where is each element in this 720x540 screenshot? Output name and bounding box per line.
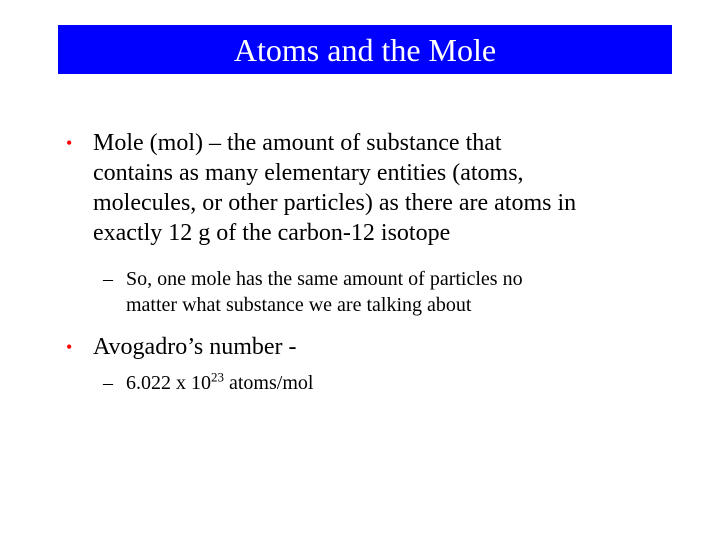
bullet-marker: • — [66, 337, 73, 357]
sub-bullet-mole-note — [103, 266, 663, 322]
avogadro-value — [126, 370, 313, 396]
bullet-text: Avogadro’s number - — [93, 334, 297, 360]
bullet-marker: • — [66, 133, 73, 153]
slide-title: Atoms and the Mole — [233, 31, 497, 68]
bullet-mole-definition — [66, 128, 666, 252]
sub-bullet-text: So, one mole has the same amount of particles no matter what substance we are talking about — [126, 268, 523, 316]
avogadro-exponent: 23 — [211, 369, 224, 385]
sub-bullet-marker: – — [103, 372, 113, 394]
avogadro-unit: atoms/mol — [224, 372, 314, 394]
avogadro-mantissa: 6.022 x 10 — [126, 372, 211, 394]
title-bar — [58, 25, 672, 74]
sub-bullet-avogadro-value — [103, 370, 663, 400]
sub-bullet-marker: – — [103, 268, 113, 290]
bullet-text: Mole (mol) – the amount of substance that contains as many elementary entities (atoms, molecules, or other particles) as there are atoms in exactly 12 g of the carbon-12 isotope — [93, 130, 577, 246]
bullet-avogadro — [66, 332, 666, 364]
